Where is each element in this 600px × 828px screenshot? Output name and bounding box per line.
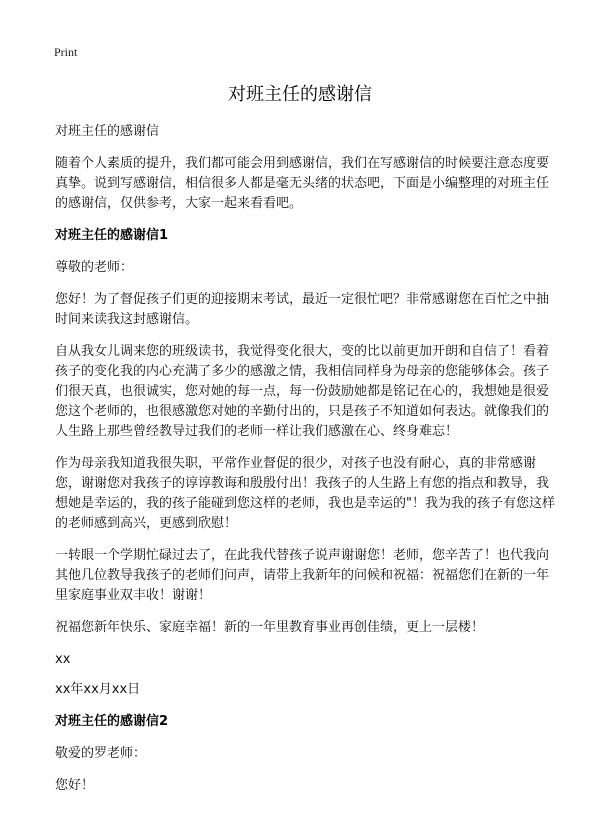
letter1-signature: xx <box>55 652 71 667</box>
page-title: 对班主任的感谢信 <box>228 84 372 105</box>
letter1-paragraph-4: 一转眼一个学期忙碌过去了，在此我代替孩子说声谢谢您！老师，您辛苦了！也代我向其他几位教导我孩子的老师们问声，请带上我新年的问候和祝福：祝福您们在新的一年里家庭事业双丰收！谢谢！ <box>55 548 550 603</box>
document-body <box>55 122 555 808</box>
letter2-salutation: 敬爱的罗老师： <box>55 746 147 761</box>
intro-paragraph: 随着个人素质的提升，我们都可能会用到感谢信，我们在写感谢信的时候要注意态度要真挚。说到写感谢信，相信很多人都是毫无头绪的状态吧，下面是小编整理的对班主任的感谢信，仅供参考，大家一起来看看吧。 <box>55 156 550 211</box>
letter1-heading: 对班主任的感谢信1 <box>55 228 169 243</box>
letter2-greeting: 您好！ <box>55 778 95 793</box>
letter2-heading: 对班主任的感谢信2 <box>55 714 169 729</box>
letter1-paragraph-2: 自从我女儿调来您的班级读书，我觉得变化很大，变的比以前更加开朗和自信了！看着孩子的变化我的内心充满了多少的感激之情，我相信同样身为母亲的您能够体会。孩子们很天真，也很诚实，您对她的每一点，每一份鼓励她都是铭记在心的，我想她是很爱您这个老师的，也很感激您对她的辛勤付出的，只是孩子不知道如何表达。就像我们的人生路上那些曾经教导过我们的老师一样让我们感激在心、终身难忘！ <box>55 344 550 439</box>
letter1-paragraph-1: 您好！为了督促孩子们更的迎接期末考试，最近一定很忙吧？非常感谢您在百忙之中抽时间来读我这封感谢信。 <box>55 292 550 327</box>
letter1-paragraph-5: 祝福您新年快乐、家庭幸福！新的一年里教育事业再创佳绩，更上一层楼！ <box>55 620 485 635</box>
letter1-paragraph-3: 作为母亲我知道我很失职，平常作业督促的很少，对孩子也没有耐心，真的非常感谢您，谢谢您对我孩子的谆谆教诲和殷殷付出！我孩子的人生路上有您的指点和教导，我想她是幸运的，我的孩子能碰到您这样的老师，我也是幸运的"！我为我的孩子有您这样的老师感到高兴，更感到欣慰！ <box>55 456 555 531</box>
print-link[interactable]: Print <box>54 45 78 59</box>
letter1-salutation: 尊敬的老师： <box>55 260 134 275</box>
letter1-date: xx年xx月xx日 <box>55 682 141 697</box>
document-subtitle: 对班主任的感谢信 <box>55 124 160 139</box>
